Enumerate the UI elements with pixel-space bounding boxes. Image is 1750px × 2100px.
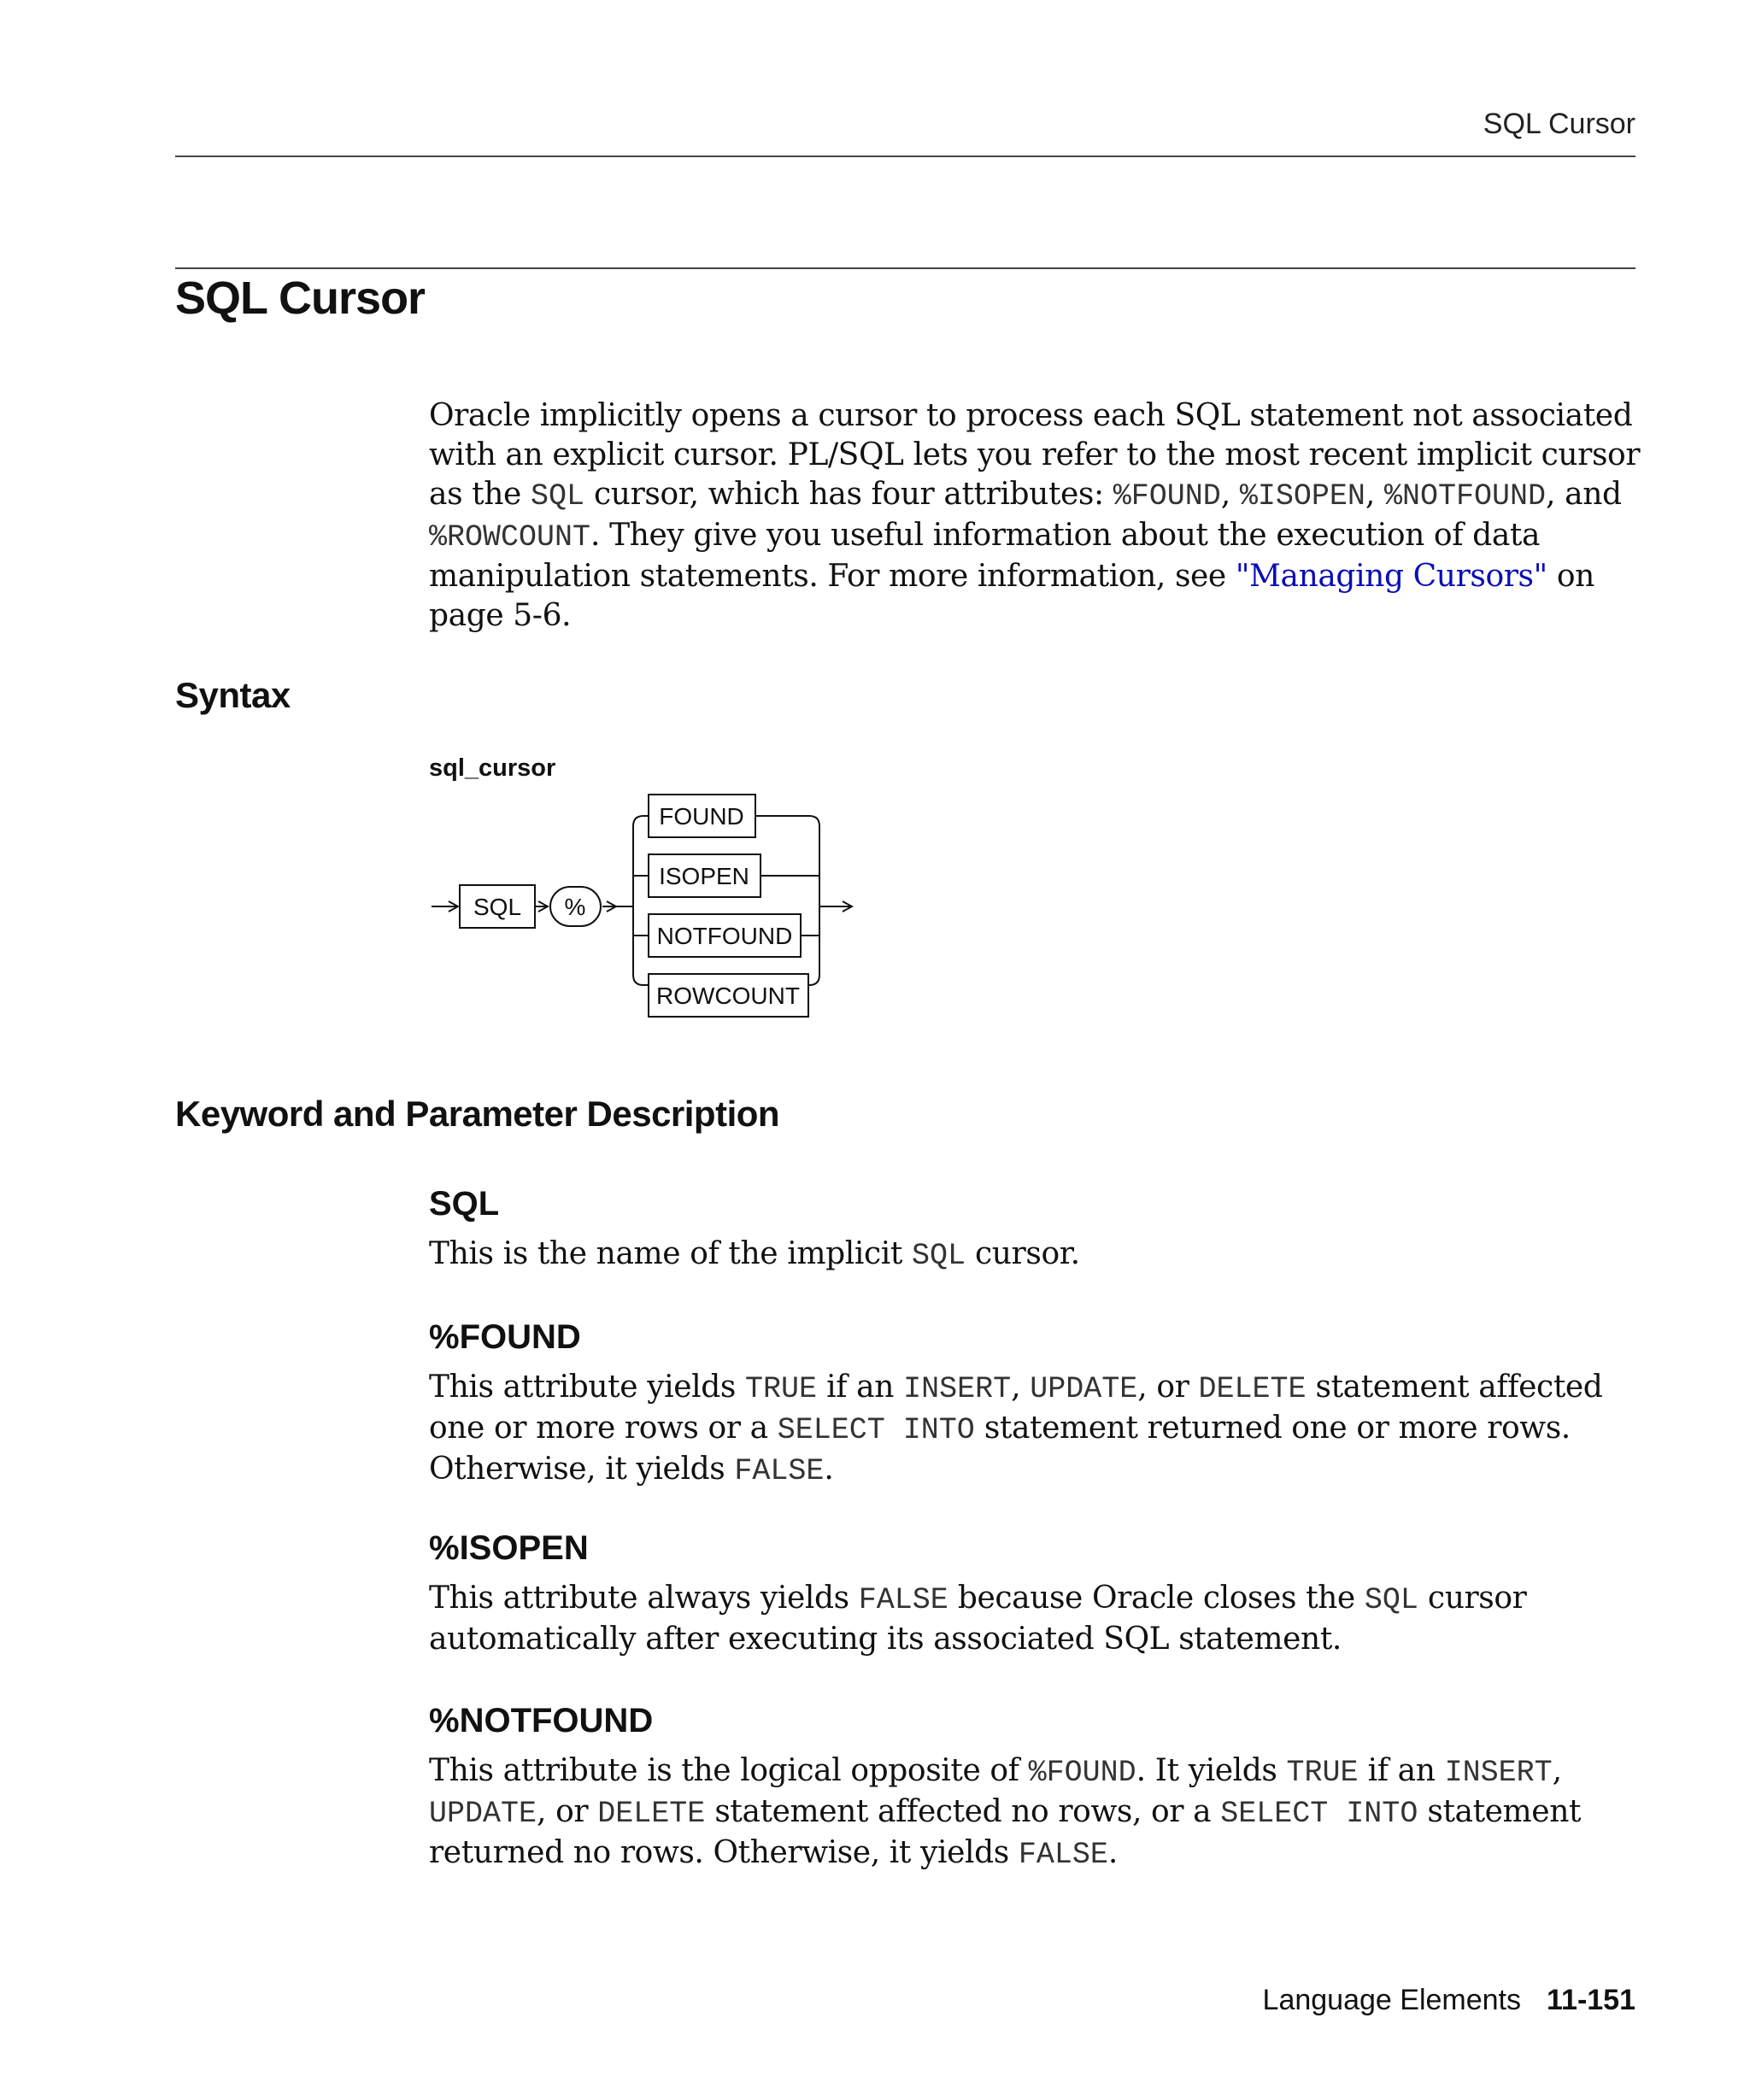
code-notfound: %NOTFOUND <box>1384 479 1547 513</box>
code-rowcount: %ROWCOUNT <box>429 520 591 554</box>
kpd-heading: Keyword and Parameter Description <box>175 1094 780 1134</box>
page-footer <box>1263 1984 1635 2017</box>
code-found: %FOUND <box>1113 479 1221 513</box>
sql-term: SQL <box>429 1185 500 1223</box>
node-isopen: ISOPEN <box>659 863 749 889</box>
code-isopen: %ISOPEN <box>1239 479 1365 513</box>
page-number: 11-151 <box>1547 1984 1635 2016</box>
running-header: SQL Cursor <box>1483 108 1635 140</box>
footer-section: Language Elements <box>1262 1984 1521 2016</box>
diagram-label: sql_cursor <box>429 754 556 782</box>
syntax-heading: Syntax <box>175 675 291 715</box>
managing-cursors-link[interactable]: "Managing Cursors" <box>1235 559 1547 594</box>
node-sql: SQL <box>473 894 522 920</box>
isopen-description: This attribute always yields FALSE because Oracle closes the SQL cursor automatically after executing its associated SQL statement. <box>429 1581 1527 1657</box>
sql-description: This is the name of the implicit SQL cursor. <box>429 1236 1080 1273</box>
intro-paragraph: Oracle implicitly opens a cursor to process each SQL statement not associated with an explicit cursor. PL/SQL lets you refer to the most recent implicit cursor as the SQL cursor, which has four attributes: %FOUND, %ISOPEN, %NOTFOUND, and %ROWCOUNT. They give you useful information about the execution of data manipulation statements. For more information, see "Managing Cursors" on page 5-6. <box>429 398 1641 633</box>
found-term: %FOUND <box>429 1318 581 1356</box>
node-rowcount: ROWCOUNT <box>656 983 800 1009</box>
node-found: FOUND <box>659 803 744 830</box>
node-notfound: NOTFOUND <box>656 923 793 949</box>
page-title: SQL Cursor <box>175 273 426 324</box>
header-rule <box>175 155 1635 157</box>
title-rule <box>175 267 1635 269</box>
code-sql: SQL <box>530 479 584 513</box>
notfound-description: This attribute is the logical opposite of %FOUND. It yields TRUE if an INSERT, UPDATE, or DELETE statement affected no rows, or a SELECT INTO statement returned no rows. Otherwise, it yields FALSE. <box>429 1753 1582 1872</box>
isopen-term: %ISOPEN <box>429 1529 589 1567</box>
syntax-diagram <box>423 782 867 1029</box>
node-percent: % <box>564 894 586 920</box>
notfound-term: %NOTFOUND <box>429 1702 654 1739</box>
found-description: This attribute yields TRUE if an INSERT, UPDATE, or DELETE statement affected one or more rows or a SELECT INTO statement returned one or more rows. Otherwise, it yields FALSE. <box>429 1370 1603 1488</box>
